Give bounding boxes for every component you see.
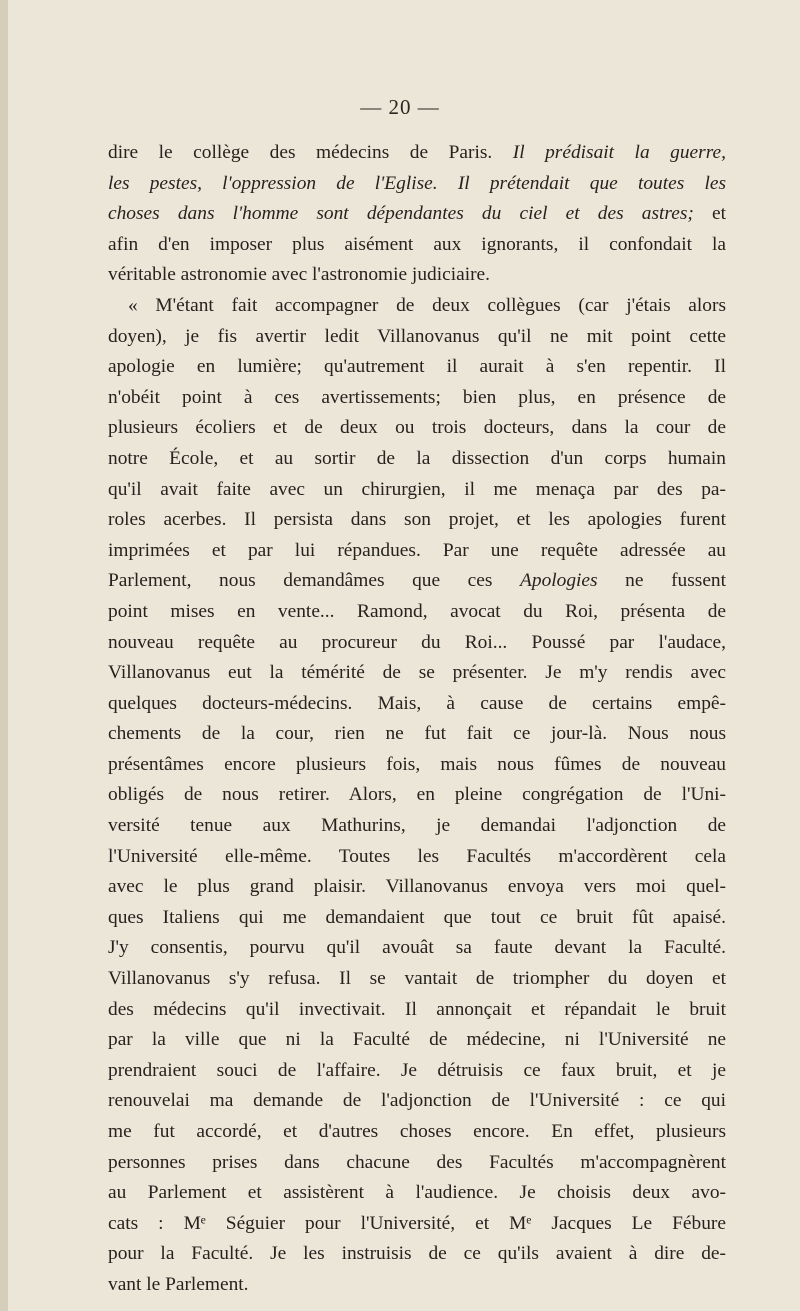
text-line (108, 1025, 726, 1056)
text-line (108, 1056, 726, 1087)
text-line (108, 199, 726, 230)
text-line (108, 719, 726, 750)
text-span: des médecins qu'il invectivait. Il annonçait et répandait le bruit (108, 998, 726, 1020)
text-line (108, 628, 726, 659)
text-span: renouvelai ma demande de l'adjonction de l'Université : ce qui (108, 1090, 726, 1112)
text-span: roles acerbes. Il persista dans son projet, et les apologies furent (108, 509, 726, 531)
italic-span: les pestes, l'oppression de l'Eglise. Il prétendait que toutes les (108, 172, 726, 194)
text-span: prendraient souci de l'affaire. Je détruisis ce faux bruit, et je (108, 1059, 726, 1081)
text-span: chements de la cour, rien ne fut fait ce jour-là. Nous nous (108, 723, 726, 745)
text-span: J'y consentis, pourvu qu'il avouât sa faute devant la Faculté. (108, 937, 726, 959)
text-line (108, 475, 726, 506)
text-span: l'Université elle-même. Toutes les Facultés m'accordèrent cela (108, 845, 726, 867)
text-line (108, 780, 726, 811)
text-line (108, 658, 726, 689)
text-line (108, 566, 726, 597)
text-span: dire le collège des médecins de Paris. (108, 142, 513, 163)
text-span: apologie en lumière; qu'autrement il aurait à s'en repentir. Il (108, 356, 726, 378)
text-span: plusieurs écoliers et de deux ou trois docteurs, dans la cour de (108, 417, 726, 439)
text-line (108, 750, 726, 781)
text-span: présentâmes encore plusieurs fois, mais nous fûmes de nouveau (108, 753, 726, 775)
text-line (108, 811, 726, 842)
text-line (108, 169, 726, 200)
text-line (108, 995, 726, 1026)
text-span: doyen), je fis avertir ledit Villanovanus qu'il ne mit point cette (108, 325, 726, 347)
text-line (108, 964, 726, 995)
text-span: Villanovanus eut la témérité de se présenter. Je m'y rendis avec (108, 662, 726, 684)
text-span: point mises en vente... Ramond, avocat du Roi, présenta de (108, 600, 726, 622)
text-line (108, 413, 726, 444)
text-line (108, 1270, 726, 1301)
text-span: quelques docteurs-médecins. Mais, à cause de certains empê- (108, 692, 726, 714)
text-line (108, 597, 726, 628)
text-line (108, 689, 726, 720)
text-line (108, 383, 726, 414)
text-line (108, 1148, 726, 1179)
text-line (108, 1178, 726, 1209)
text-span: par la ville que ni la Faculté de médecine, ni l'Université ne (108, 1029, 726, 1051)
text-span: nouveau requête au procureur du Roi... Poussé par l'audace, (108, 631, 726, 653)
text-span: personnes prises dans chacune des Facultés m'accompagnèrent (108, 1151, 726, 1173)
page-gutter (0, 0, 8, 1311)
italic-span: choses dans l'homme sont dépendantes du ciel et des astres; (108, 203, 694, 225)
text-span: n'obéit point à ces avertissements; bien plus, en présence de (108, 386, 726, 408)
text-line (108, 444, 726, 475)
text-line (108, 505, 726, 536)
text-line (108, 322, 726, 353)
text-span: ques Italiens qui me demandaient que tout ce bruit fût apaisé. (108, 906, 726, 928)
text-line (108, 903, 726, 934)
text-span: Villanovanus s'y refusa. Il se vantait de triompher du doyen et (108, 968, 726, 990)
text-line (108, 872, 726, 903)
page-number: — 20 — (360, 95, 440, 119)
italic-span: Apologies (520, 570, 598, 592)
text-line (108, 1117, 726, 1148)
text-span: vant le Parlement. (108, 1273, 249, 1295)
text-line (108, 933, 726, 964)
text-span: qu'il avait faite avec un chirurgien, il me menaça par des pa- (108, 478, 726, 500)
text-span: imprimées et par lui répandues. Par une requête adressée au (108, 539, 726, 561)
text-span: au Parlement et assistèrent à l'audience. Je choisis deux avo- (108, 1182, 726, 1204)
text-span: avec le plus grand plaisir. Villanovanus envoya vers moi quel- (108, 876, 726, 898)
text-line (108, 842, 726, 873)
text-span: Parlement, nous demandâmes que ces (108, 570, 521, 592)
text-line (108, 291, 726, 322)
text-line (108, 138, 726, 169)
text-span: obligés de nous retirer. Alors, en pleine congrégation de l'Uni- (108, 784, 726, 806)
text-line (108, 1239, 726, 1270)
text-line (108, 230, 726, 261)
text-span: et (693, 203, 726, 225)
text-span: ne fussent (597, 570, 727, 592)
text-line (108, 1209, 726, 1240)
text-line (108, 352, 726, 383)
body-text (108, 138, 726, 1301)
text-line (108, 1086, 726, 1117)
text-span: notre École, et au sortir de la dissection d'un corps humain (108, 447, 726, 469)
text-line (108, 260, 726, 291)
text-span: pour la Faculté. Je les instruisis de ce qu'ils avaient à dire de- (108, 1243, 726, 1265)
text-span: versité tenue aux Mathurins, je demandai l'adjonction de (108, 815, 726, 837)
text-span: « M'étant fait accompagner de deux collègues (car j'étais alors (128, 294, 726, 316)
italic-span: Il prédisait la guerre, (512, 142, 726, 163)
text-line (108, 536, 726, 567)
text-span: véritable astronomie avec l'astronomie judiciaire. (108, 264, 490, 286)
text-span: cats : Mᵉ Séguier pour l'Université, et Mᵉ Jacques Le Fébure (108, 1212, 726, 1234)
text-span: me fut accordé, et d'autres choses encore. En effet, plusieurs (108, 1121, 726, 1142)
text-span: afin d'en imposer plus aisément aux ignorants, il confondait la (108, 233, 726, 255)
